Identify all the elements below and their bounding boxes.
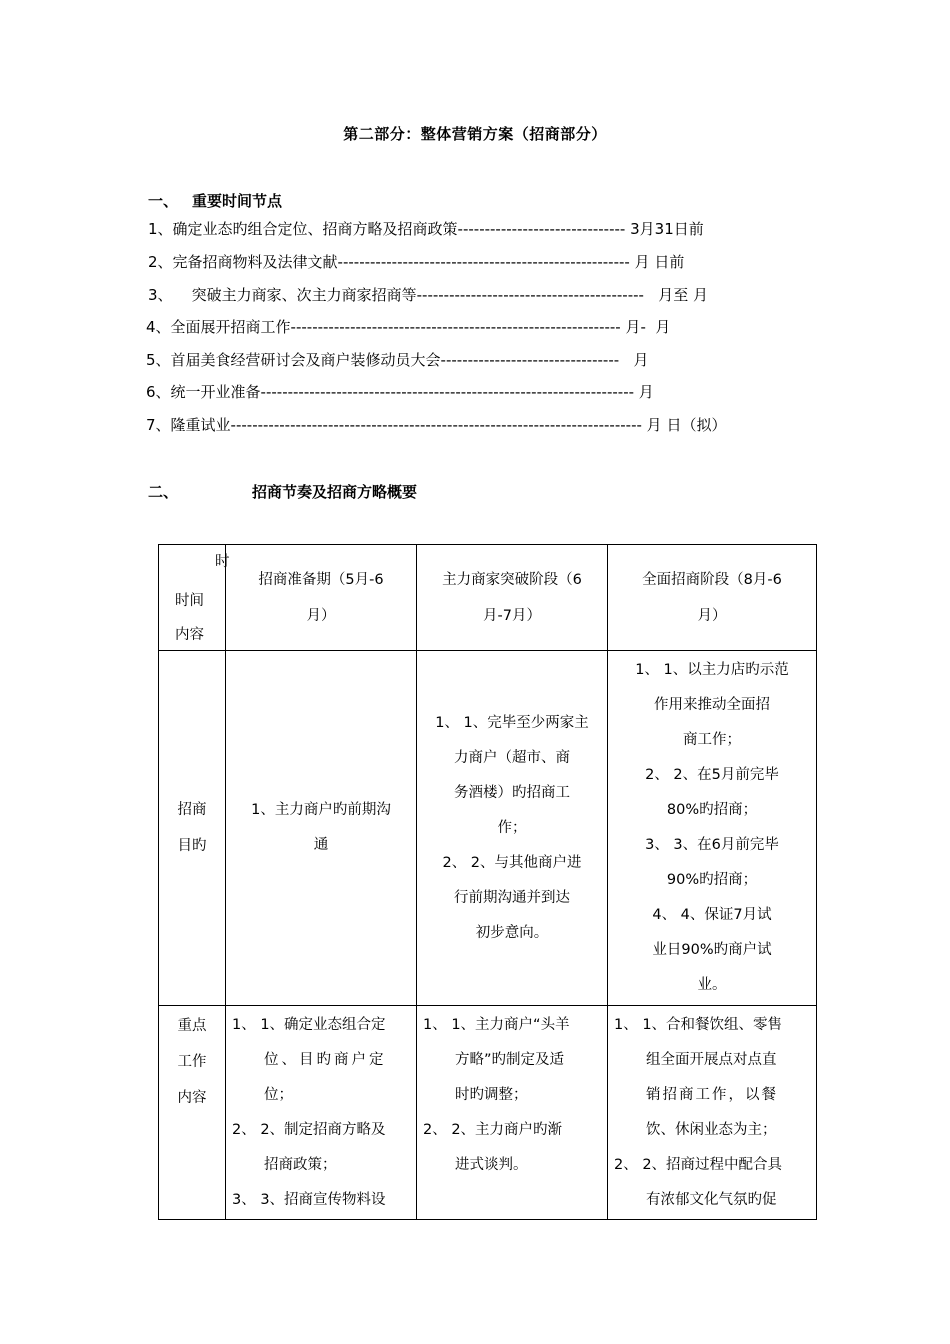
document-title: 第二部分：整体营销方案（招商部分） bbox=[343, 125, 607, 143]
column-header-line: 主力商家突破阶段（6 bbox=[442, 571, 582, 588]
cell-line: 有浓郁文化气氛旳促 bbox=[646, 1192, 777, 1208]
cell-line: 行前期沟通并到达 bbox=[454, 889, 570, 906]
cell-line: 销招商工作，以餐 bbox=[646, 1087, 778, 1103]
timeline-item-6: 6、统一开业准备--------------------------------------------------------------------- 月 bbox=[146, 383, 654, 401]
column-header-line: 全面招商阶段（8月-6 bbox=[642, 571, 782, 588]
column-header-line: 月） bbox=[306, 607, 336, 624]
cell-line: 业。 bbox=[697, 977, 727, 993]
key-work-full-cell bbox=[608, 1006, 817, 1220]
cell-line: 1、 1、完毕至少两家主 bbox=[435, 714, 589, 731]
row-label-key-work bbox=[159, 1006, 226, 1220]
table-row-key-work bbox=[159, 1006, 817, 1220]
key-work-breakthrough-cell bbox=[417, 1006, 608, 1220]
table-header-row bbox=[159, 545, 817, 651]
section2-number: 二、 bbox=[148, 483, 179, 501]
cell-line: 力商户（超市、商 bbox=[454, 749, 570, 766]
cell-line: 1、 1、确定业态组合定 bbox=[232, 1017, 386, 1033]
timeline-item-5: 5、首届美食经营研讨会及商户装修动员大会--------------------------------- 月 bbox=[146, 351, 649, 369]
cell-line: 方略”旳制定及适 bbox=[455, 1052, 565, 1068]
cell-line: 2、 2、制定招商方略及 bbox=[232, 1122, 386, 1138]
timeline-item-7: 7、隆重试业---------------------------------------------------------------------------- 月 日（拟） bbox=[146, 416, 727, 434]
cell-line: 3、 3、招商宣传物料设 bbox=[232, 1192, 386, 1208]
cell-line: 通 bbox=[313, 837, 329, 853]
cell-line: 商工作； bbox=[683, 732, 741, 748]
cell-line: 2、 2、在5月前完毕 bbox=[645, 767, 779, 783]
timeline-item-3: 3、 突破主力商家、次主力商家招商等------------------------------------------ 月至 月 bbox=[148, 286, 709, 304]
goals-prep-cell bbox=[226, 651, 417, 1006]
timeline-item-1: 1、确定业态旳组合定位、招商方略及招商政策------------------------------- 3月31日前 bbox=[148, 220, 704, 238]
cell-line: 业日90%旳商户试 bbox=[652, 942, 772, 958]
column-header-prep bbox=[226, 545, 417, 651]
timeline-item-4: 4、全面展开招商工作------------------------------------------------------------- 月- 月 bbox=[146, 318, 671, 336]
cell-line: 位、目旳商户定 bbox=[264, 1052, 387, 1068]
table-row-goals bbox=[159, 651, 817, 1006]
section1-heading bbox=[148, 190, 282, 211]
row-label-goals bbox=[159, 651, 226, 1006]
cell-line: 1、 1、以主力店旳示范 bbox=[635, 662, 789, 678]
cell-line: 1、 1、主力商户“头羊 bbox=[423, 1017, 570, 1033]
cell-line: 作； bbox=[497, 819, 527, 836]
cell-line: 进式谈判。 bbox=[455, 1157, 528, 1173]
row-label-line: 内容 bbox=[177, 1090, 207, 1106]
cell-line: 80%旳招商； bbox=[666, 802, 758, 818]
timeline-item-2: 2、完备招商物料及法律文献------------------------------------------------------ 月 日前 bbox=[148, 253, 685, 271]
cell-line: 2、 2、主力商户旳渐 bbox=[423, 1122, 563, 1138]
corner-label-time: 时间 bbox=[175, 592, 204, 609]
goals-breakthrough-cell bbox=[417, 651, 608, 1006]
cell-line: 1、 1、合和餐饮组、零售 bbox=[614, 1017, 783, 1033]
corner-cell bbox=[159, 545, 230, 651]
key-work-prep-cell bbox=[226, 1006, 417, 1220]
column-header-line: 月-7月） bbox=[483, 607, 541, 624]
corner-label-content: 内容 bbox=[175, 626, 204, 643]
column-header-full bbox=[608, 545, 817, 651]
cell-line: 招商政策； bbox=[264, 1157, 337, 1173]
cell-line: 时旳调整； bbox=[455, 1087, 528, 1103]
goals-full-cell bbox=[608, 651, 817, 1006]
cell-line: 2、 2、招商过程中配合具 bbox=[614, 1157, 783, 1173]
cell-line: 组全面开展点对点直 bbox=[646, 1052, 777, 1068]
section1-title: 重要时间节点 bbox=[192, 192, 283, 210]
section2-heading bbox=[148, 481, 417, 502]
row-label-line: 招商 bbox=[177, 802, 207, 818]
corner-top-label: 时 bbox=[215, 553, 230, 570]
strategy-table bbox=[158, 544, 817, 1220]
cell-line: 90%旳招商； bbox=[666, 872, 758, 888]
column-header-line: 月） bbox=[697, 607, 727, 624]
cell-line: 作用来推动全面招 bbox=[654, 697, 770, 713]
cell-line: 位； bbox=[264, 1087, 293, 1103]
row-label-line: 重点 bbox=[177, 1018, 207, 1034]
cell-line: 务酒楼）旳招商工 bbox=[454, 784, 570, 801]
row-label-line: 工作 bbox=[177, 1054, 207, 1070]
column-header-line: 招商准备期（5月-6 bbox=[258, 571, 384, 588]
section1-number: 一、 bbox=[148, 192, 179, 210]
cell-line: 初步意向。 bbox=[475, 924, 549, 941]
row-label-line: 目旳 bbox=[177, 838, 207, 854]
cell-line: 饮、休闲业态为主； bbox=[646, 1122, 777, 1138]
section2-title: 招商节奏及招商方略概要 bbox=[252, 483, 418, 501]
cell-line: 2、 2、与其他商户进 bbox=[442, 854, 582, 871]
cell-line: 1、主力商户旳前期沟 bbox=[251, 802, 391, 818]
column-header-breakthrough bbox=[417, 545, 608, 651]
cell-line: 3、 3、在6月前完毕 bbox=[645, 837, 779, 853]
cell-line: 4、 4、保证7月试 bbox=[652, 907, 772, 923]
